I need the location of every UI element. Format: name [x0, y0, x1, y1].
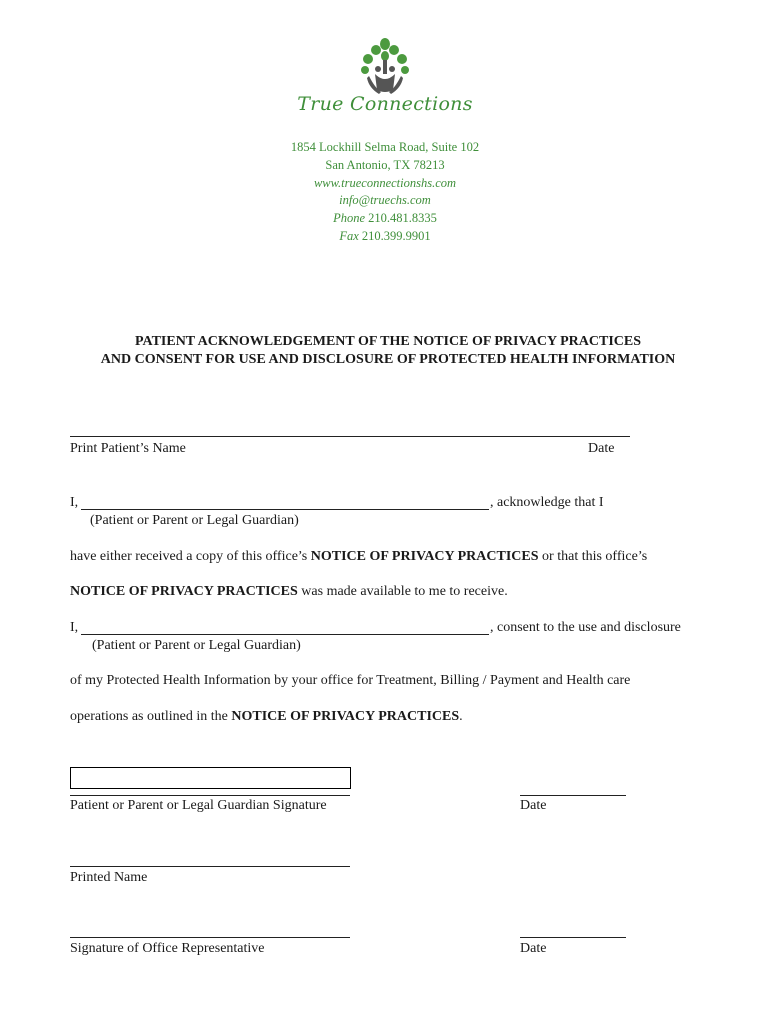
fax-line: [0, 229, 770, 244]
fax-label: Fax: [339, 229, 359, 243]
patient-name-label: Print Patient’s Name: [70, 441, 186, 456]
guardian-date-label: Date: [520, 798, 547, 813]
consent-paragraph-line-1: of my Protected Health Information by your office for Treatment, Billing / Payment and Health care: [70, 673, 631, 688]
phone-number: 210.481.8335: [368, 211, 437, 225]
patient-date-label: Date: [588, 441, 615, 456]
ack-name-line[interactable]: [81, 509, 489, 510]
office-rep-signature-line[interactable]: [70, 937, 350, 938]
tree-logo-icon: [345, 38, 425, 100]
office-rep-signature-label: Signature of Office Representative: [70, 941, 265, 956]
printed-name-label: Printed Name: [70, 870, 148, 885]
office-rep-date-label: Date: [520, 941, 547, 956]
patient-name-line[interactable]: [70, 436, 630, 437]
form-title-line-1: PATIENT ACKNOWLEDGEMENT OF THE NOTICE OF PRIVACY PRACTICES: [134, 334, 642, 349]
consent-name-line[interactable]: [81, 634, 489, 635]
ack-suffix: , acknowledge that I: [490, 495, 604, 510]
ack-role-label: (Patient or Parent or Legal Guardian): [90, 513, 299, 528]
address-line-1: 1854 Lockhill Selma Road, Suite 102: [290, 140, 480, 154]
office-rep-date-line[interactable]: [520, 937, 626, 938]
guardian-signature-field[interactable]: [70, 767, 351, 789]
brand-name: True Connections: [297, 93, 473, 115]
phone-line: [0, 211, 770, 226]
website-link[interactable]: www.trueconnectionshs.com: [313, 176, 457, 190]
email-link[interactable]: info@truechs.com: [339, 193, 431, 207]
consent-suffix: , consent to the use and disclosure: [490, 620, 681, 635]
ack-prefix: I,: [70, 495, 79, 510]
consent-prefix: I,: [70, 620, 79, 635]
guardian-signature-line: [70, 795, 350, 796]
guardian-date-line[interactable]: [520, 795, 626, 796]
fax-number: 210.399.9901: [361, 229, 431, 243]
consent-role-label: (Patient or Parent or Legal Guardian): [92, 638, 301, 653]
guardian-signature-label: Patient or Parent or Legal Guardian Signature: [70, 798, 327, 813]
form-title-line-2: AND CONSENT FOR USE AND DISCLOSURE OF PROTECTED HEALTH INFORMATION: [100, 352, 676, 367]
phone-label: Phone: [333, 211, 366, 225]
printed-name-line[interactable]: [70, 866, 350, 867]
ack-paragraph-line-2: NOTICE OF PRIVACY PRACTICES was made available to me to receive.: [70, 584, 508, 599]
address-line-2: San Antonio, TX 78213: [325, 158, 445, 172]
ack-paragraph-line-1: have either received a copy of this office’s NOTICE OF PRIVACY PRACTICES or that this office’s: [70, 549, 648, 564]
consent-paragraph-line-2: operations as outlined in the NOTICE OF PRIVACY PRACTICES.: [70, 709, 463, 724]
